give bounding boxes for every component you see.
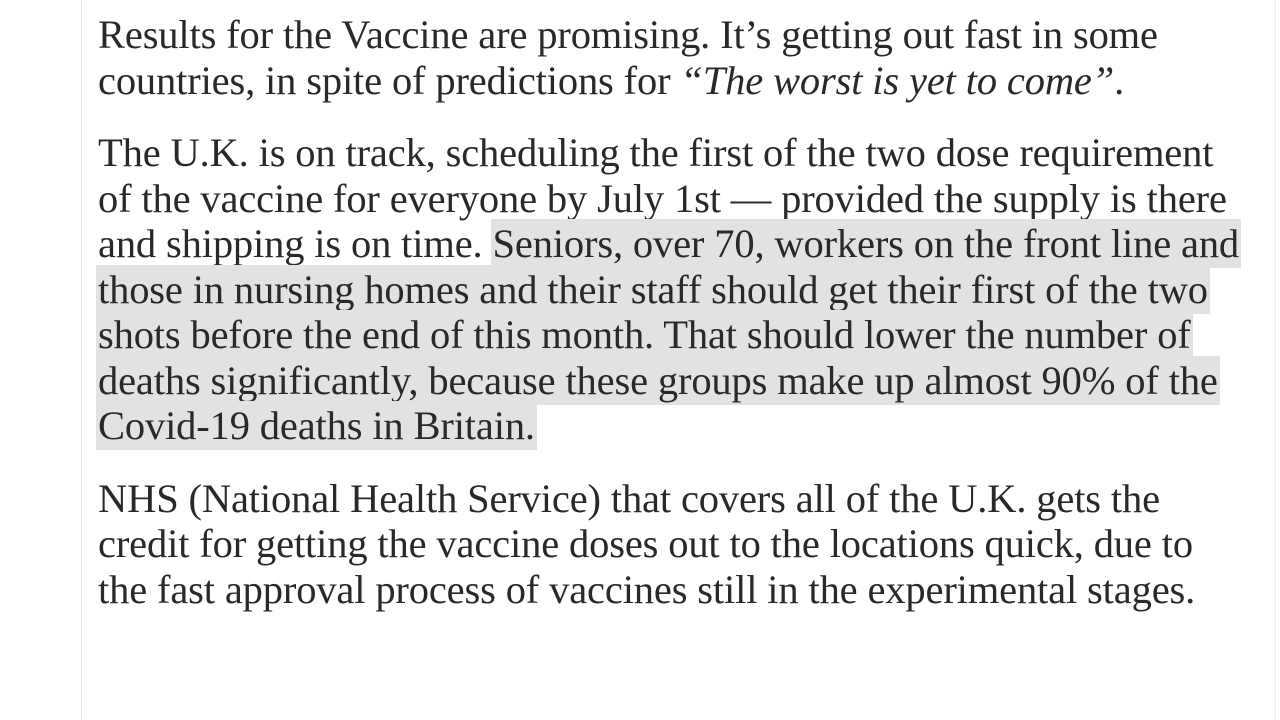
right-edge-rule xyxy=(1275,0,1276,720)
paragraph-text: Results for the Vaccine are promising. It’s getting out fast in some countries, in spite of predictions for xyxy=(98,12,1158,103)
paragraph-text: NHS (National Health Service) that covers all of the U.K. gets the credit for getting the vaccine doses out to the locations quick, due to the fast approval process of vaccines still in the experimental stages. xyxy=(98,475,1196,612)
article-body xyxy=(98,12,1248,639)
paragraph-uk-schedule xyxy=(98,130,1248,449)
paragraph-text: The U.K. is on track, scheduling the first of the two dose requirement of the vaccine for everyone by July 1st — provided the supply is there and shipping is on time. xyxy=(98,130,1227,266)
highlighted-passage[interactable]: Seniors, over 70, workers on the front line and those in nursing homes and their staff should get their first of the two shots before the end of this month. That should lower the number of deaths significantly, because these groups make up almost 90% of the Covid-19 deaths in Britain. xyxy=(98,221,1240,448)
italic-quote: “The worst is yet to come” xyxy=(680,57,1115,103)
paragraph-vaccine-results xyxy=(98,12,1248,103)
paragraph-text-end: . xyxy=(1114,57,1125,103)
left-margin-rule xyxy=(81,0,82,720)
paragraph-nhs-credit xyxy=(98,476,1248,613)
